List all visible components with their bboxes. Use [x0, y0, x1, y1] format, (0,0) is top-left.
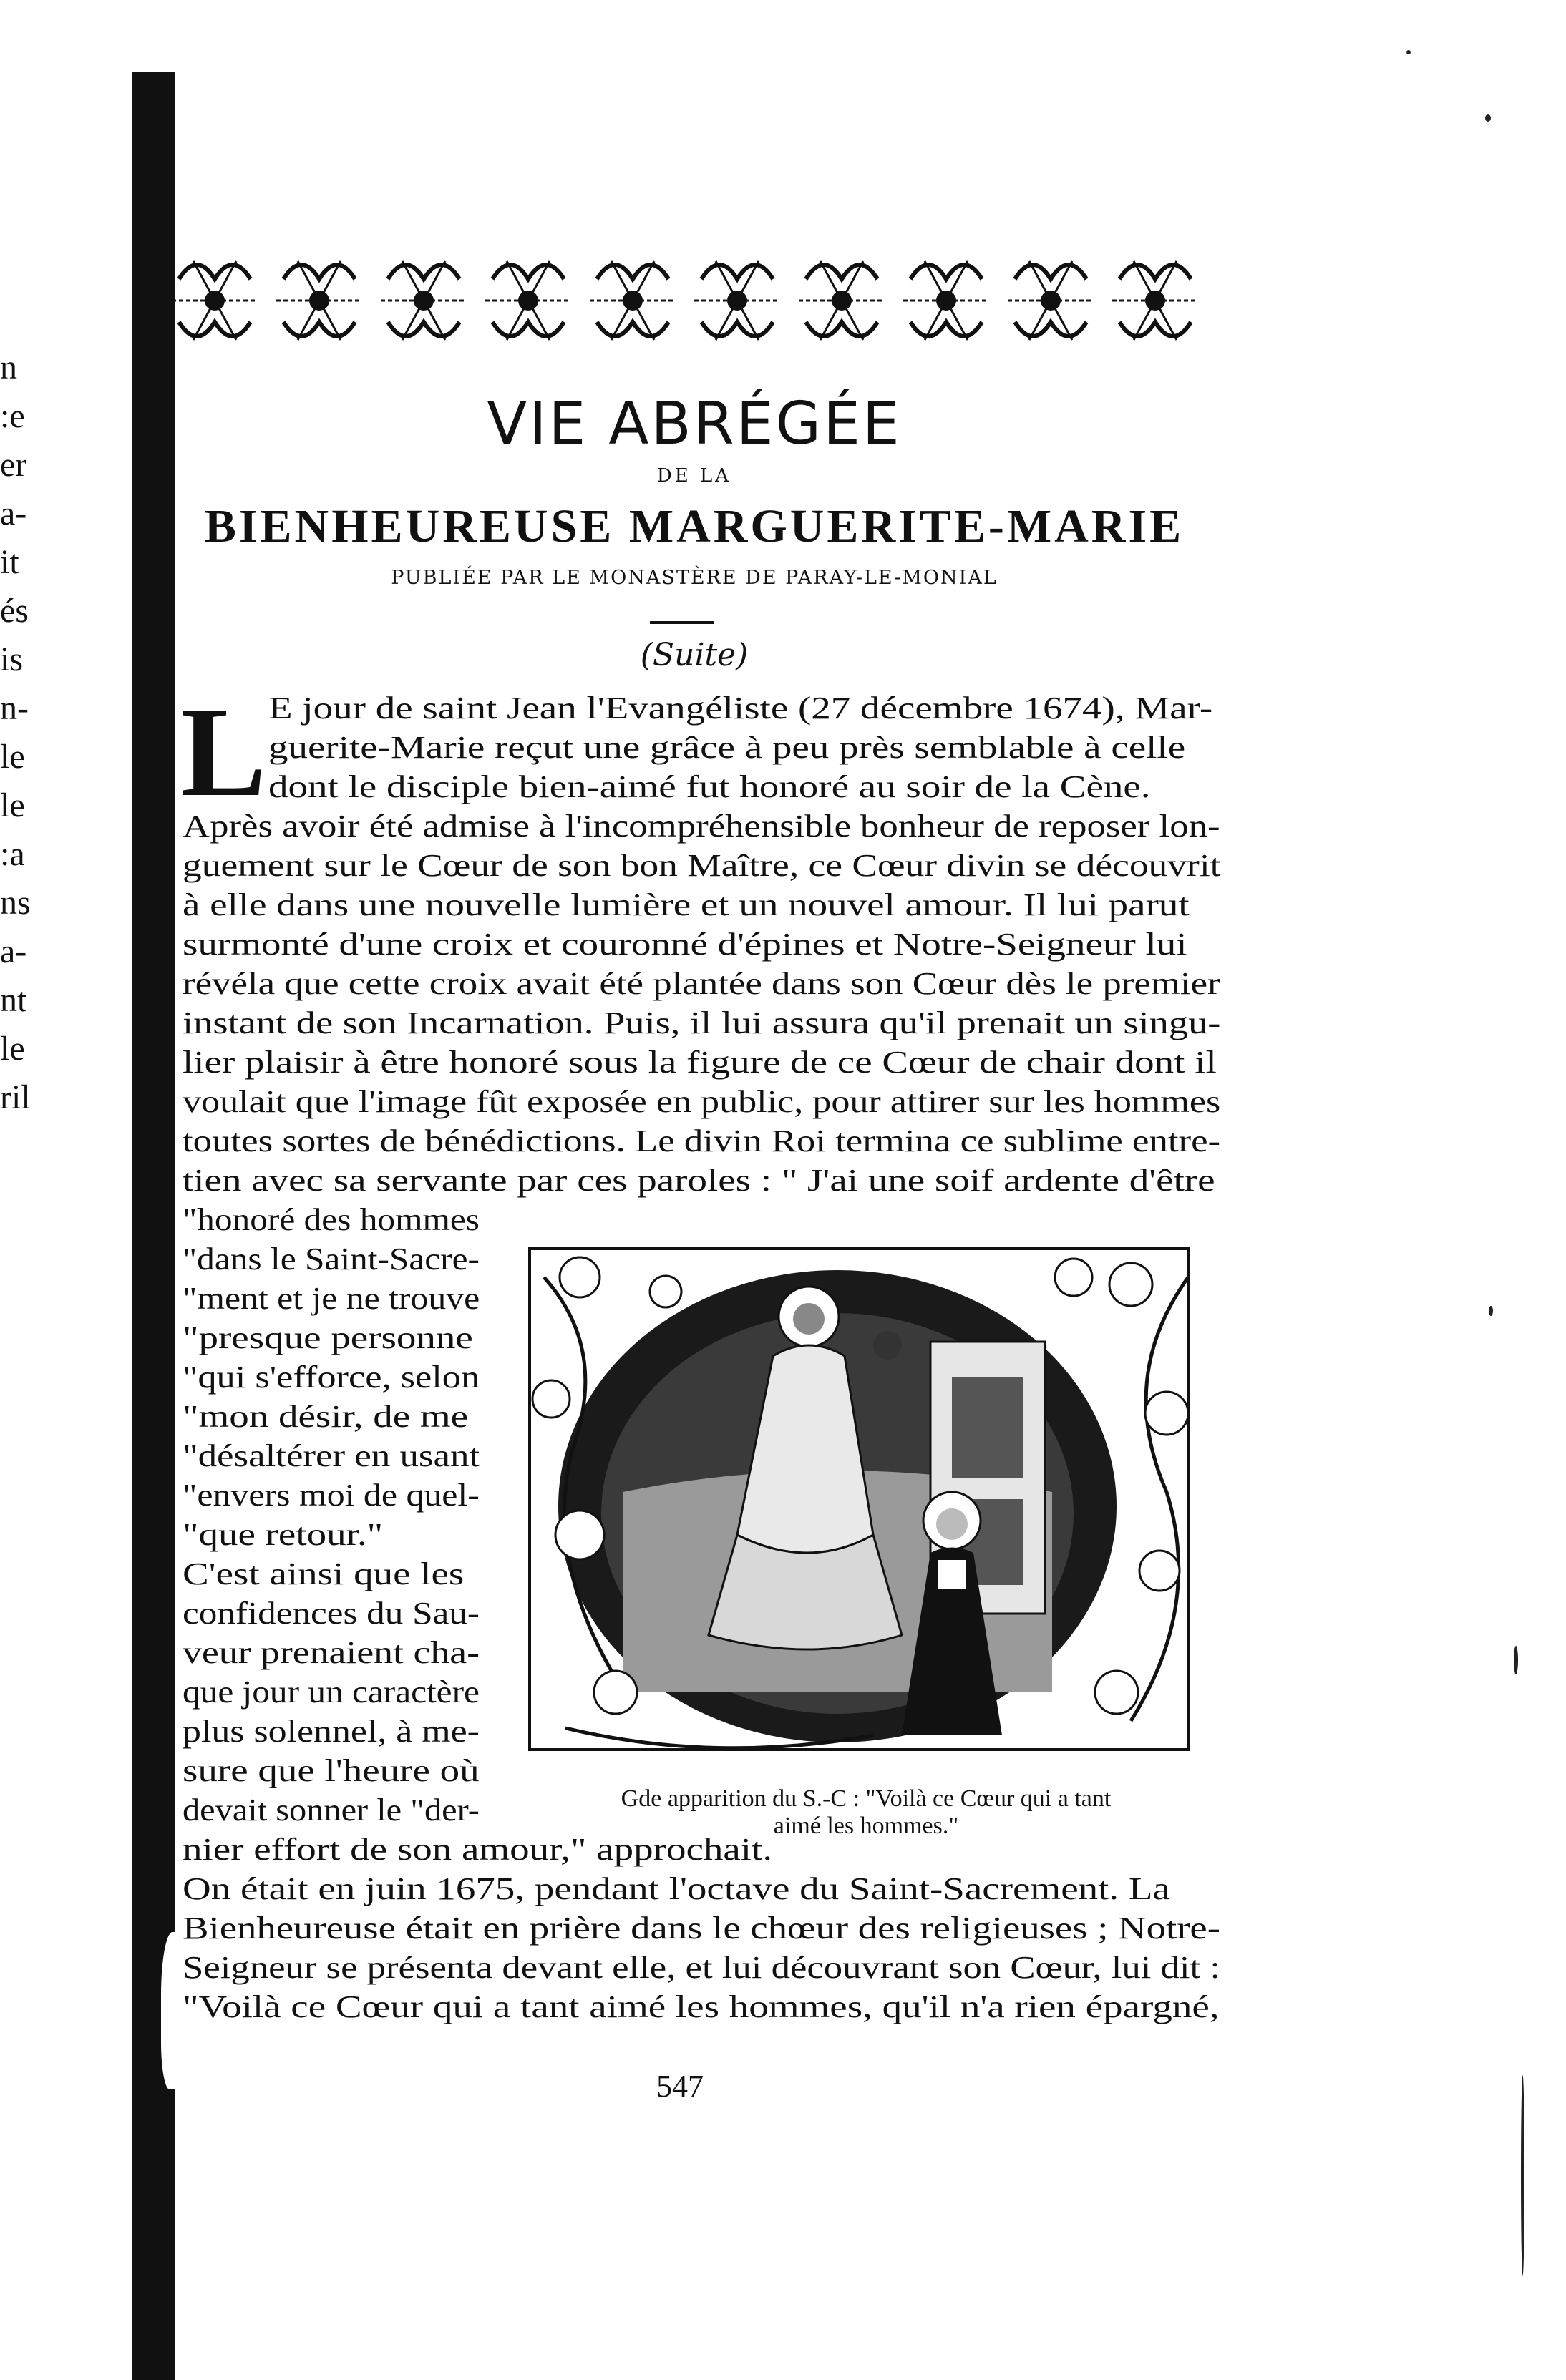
paper-speck [1485, 114, 1491, 122]
text-line: "qui s'efforce, selon [183, 1360, 480, 1395]
text-line: instant de son Incarnation. Puis, il lui assura qu'il prenait un singu- [183, 1005, 1221, 1040]
margin-fragment: le [0, 738, 25, 776]
text-line: veur prenaient cha- [183, 1635, 480, 1670]
text-line: "honoré des hommes [183, 1202, 480, 1237]
ornament-motif [799, 261, 885, 340]
facing-page-bleed [0, 343, 107, 1122]
ornament-motif [381, 261, 467, 340]
article-title: VIE ABRÉGÉE [487, 390, 902, 458]
text-line: surmonté d'une croix et couronné d'épines et Notre-Seigneur lui [183, 927, 1187, 962]
margin-fragment: :e [0, 397, 25, 435]
text-line: E jour de saint Jean l'Evangéliste (27 décembre 1674), Mar- [268, 691, 1213, 726]
text-line: Seigneur se présenta devant elle, et lui découvrant son Cœur, lui dit : [183, 1950, 1221, 1985]
text-line: lier plaisir à être honoré sous la figure de ce Cœur de chair dont il [183, 1045, 1217, 1080]
paper-speck [1521, 2075, 1524, 2276]
paper-speck [1489, 1306, 1493, 1316]
ornamental-header-band [172, 247, 1217, 354]
margin-fragment: it [0, 543, 19, 581]
ornament-motif [903, 261, 989, 340]
text-line: "Voilà ce Cœur qui a tant aimé les hommes, qu'il n'a rien épargné, [183, 1989, 1220, 2024]
drop-cap: L [180, 681, 267, 823]
ornament-motif [1112, 261, 1198, 340]
ornament-motif [1008, 261, 1094, 340]
paper-speck [1514, 1646, 1518, 1674]
margin-fragment: ns [0, 884, 31, 922]
text-line: "ment et je ne trouve [183, 1281, 480, 1316]
text-line: "que retour." [183, 1517, 384, 1552]
sacred-heart-engraving [501, 1234, 1217, 1771]
publisher-line: PUBLIÉE PAR LE MONASTÈRE DE PARAY-LE-MONIAL [391, 567, 998, 589]
text-line: plus solennel, à me- [183, 1714, 480, 1749]
text-line: "désaltérer en usant [183, 1438, 480, 1473]
ornament-motif [485, 261, 571, 340]
continuation-label: (Suite) [640, 637, 749, 673]
figure-caption [530, 1785, 1202, 1840]
text-line: que jour un caractère [183, 1674, 480, 1710]
text-line: toutes sortes de bénédictions. Le divin Roi termina ce sublime entre- [183, 1123, 1221, 1159]
article-subject: BIENHEUREUSE MARGUERITE-MARIE [204, 500, 1185, 552]
paper-speck [1406, 50, 1411, 54]
title-rule [650, 621, 714, 624]
text-line: guement sur le Cœur de son bon Maître, ce Cœur divin se découvrit [183, 848, 1221, 883]
text-line: "envers moi de quel- [183, 1478, 480, 1513]
text-line: C'est ainsi que les [183, 1556, 465, 1591]
ornament-motif [172, 261, 258, 340]
text-line: voulait que l'image fût exposée en public, pour attirer sur les hommes [183, 1084, 1221, 1119]
title-connector: DE LA [656, 465, 732, 487]
text-line: guerite-Marie reçut une grâce à peu près semblable à celle [268, 730, 1186, 765]
text-line: "mon désir, de me [183, 1399, 469, 1434]
margin-fragment: is [0, 640, 24, 678]
margin-fragment: a- [0, 494, 27, 532]
text-line: confidences du Sau- [183, 1596, 480, 1631]
margin-fragment: :a [0, 835, 25, 873]
text-line: révéla que cette croix avait été plantée dans son Cœur dès le premier [183, 966, 1220, 1001]
text-line: sure que l'heure où [183, 1753, 480, 1788]
margin-fragment: le [0, 1030, 25, 1068]
margin-fragment: és [0, 592, 29, 630]
caption-line: aimé les hommes." [773, 1813, 959, 1839]
margin-fragment: n- [0, 689, 29, 727]
margin-fragment: er [0, 446, 27, 484]
margin-fragment: ril [0, 1078, 31, 1116]
text-line: à elle dans une nouvelle lumière et un nouvel amour. Il lui parut [183, 887, 1190, 922]
text-line: "presque personne [183, 1320, 473, 1355]
page-number: 547 [656, 2069, 704, 2104]
text-line: "dans le Saint-Sacre- [183, 1242, 480, 1277]
margin-fragment: n [0, 348, 17, 386]
text-line: dont le disciple bien-aimé fut honoré au soir de la Cène. [268, 769, 1151, 804]
text-line: devait sonner le "der- [183, 1793, 480, 1828]
ornament-motif [694, 261, 780, 340]
margin-fragment: le [0, 786, 25, 824]
margin-fragment: nt [0, 981, 27, 1019]
text-line: Bienheureuse était en prière dans le chœur des religieuses ; Notre- [183, 1911, 1220, 1946]
margin-fragment: a- [0, 932, 27, 970]
text-line: nier effort de son amour," approchait. [183, 1832, 773, 1867]
text-line: On était en juin 1675, pendant l'octave du Saint-Sacrement. La [183, 1871, 1170, 1906]
ornament-motif [590, 261, 676, 340]
text-line: Après avoir été admise à l'incompréhensible bonheur de reposer lon- [183, 809, 1220, 844]
text-line: tien avec sa servante par ces paroles : " J'ai une soif ardente d'être [183, 1163, 1215, 1198]
caption-line: Gde apparition du S.-C : "Voilà ce Cœur qui a tant [621, 1785, 1112, 1812]
ornament-motif [276, 261, 362, 340]
